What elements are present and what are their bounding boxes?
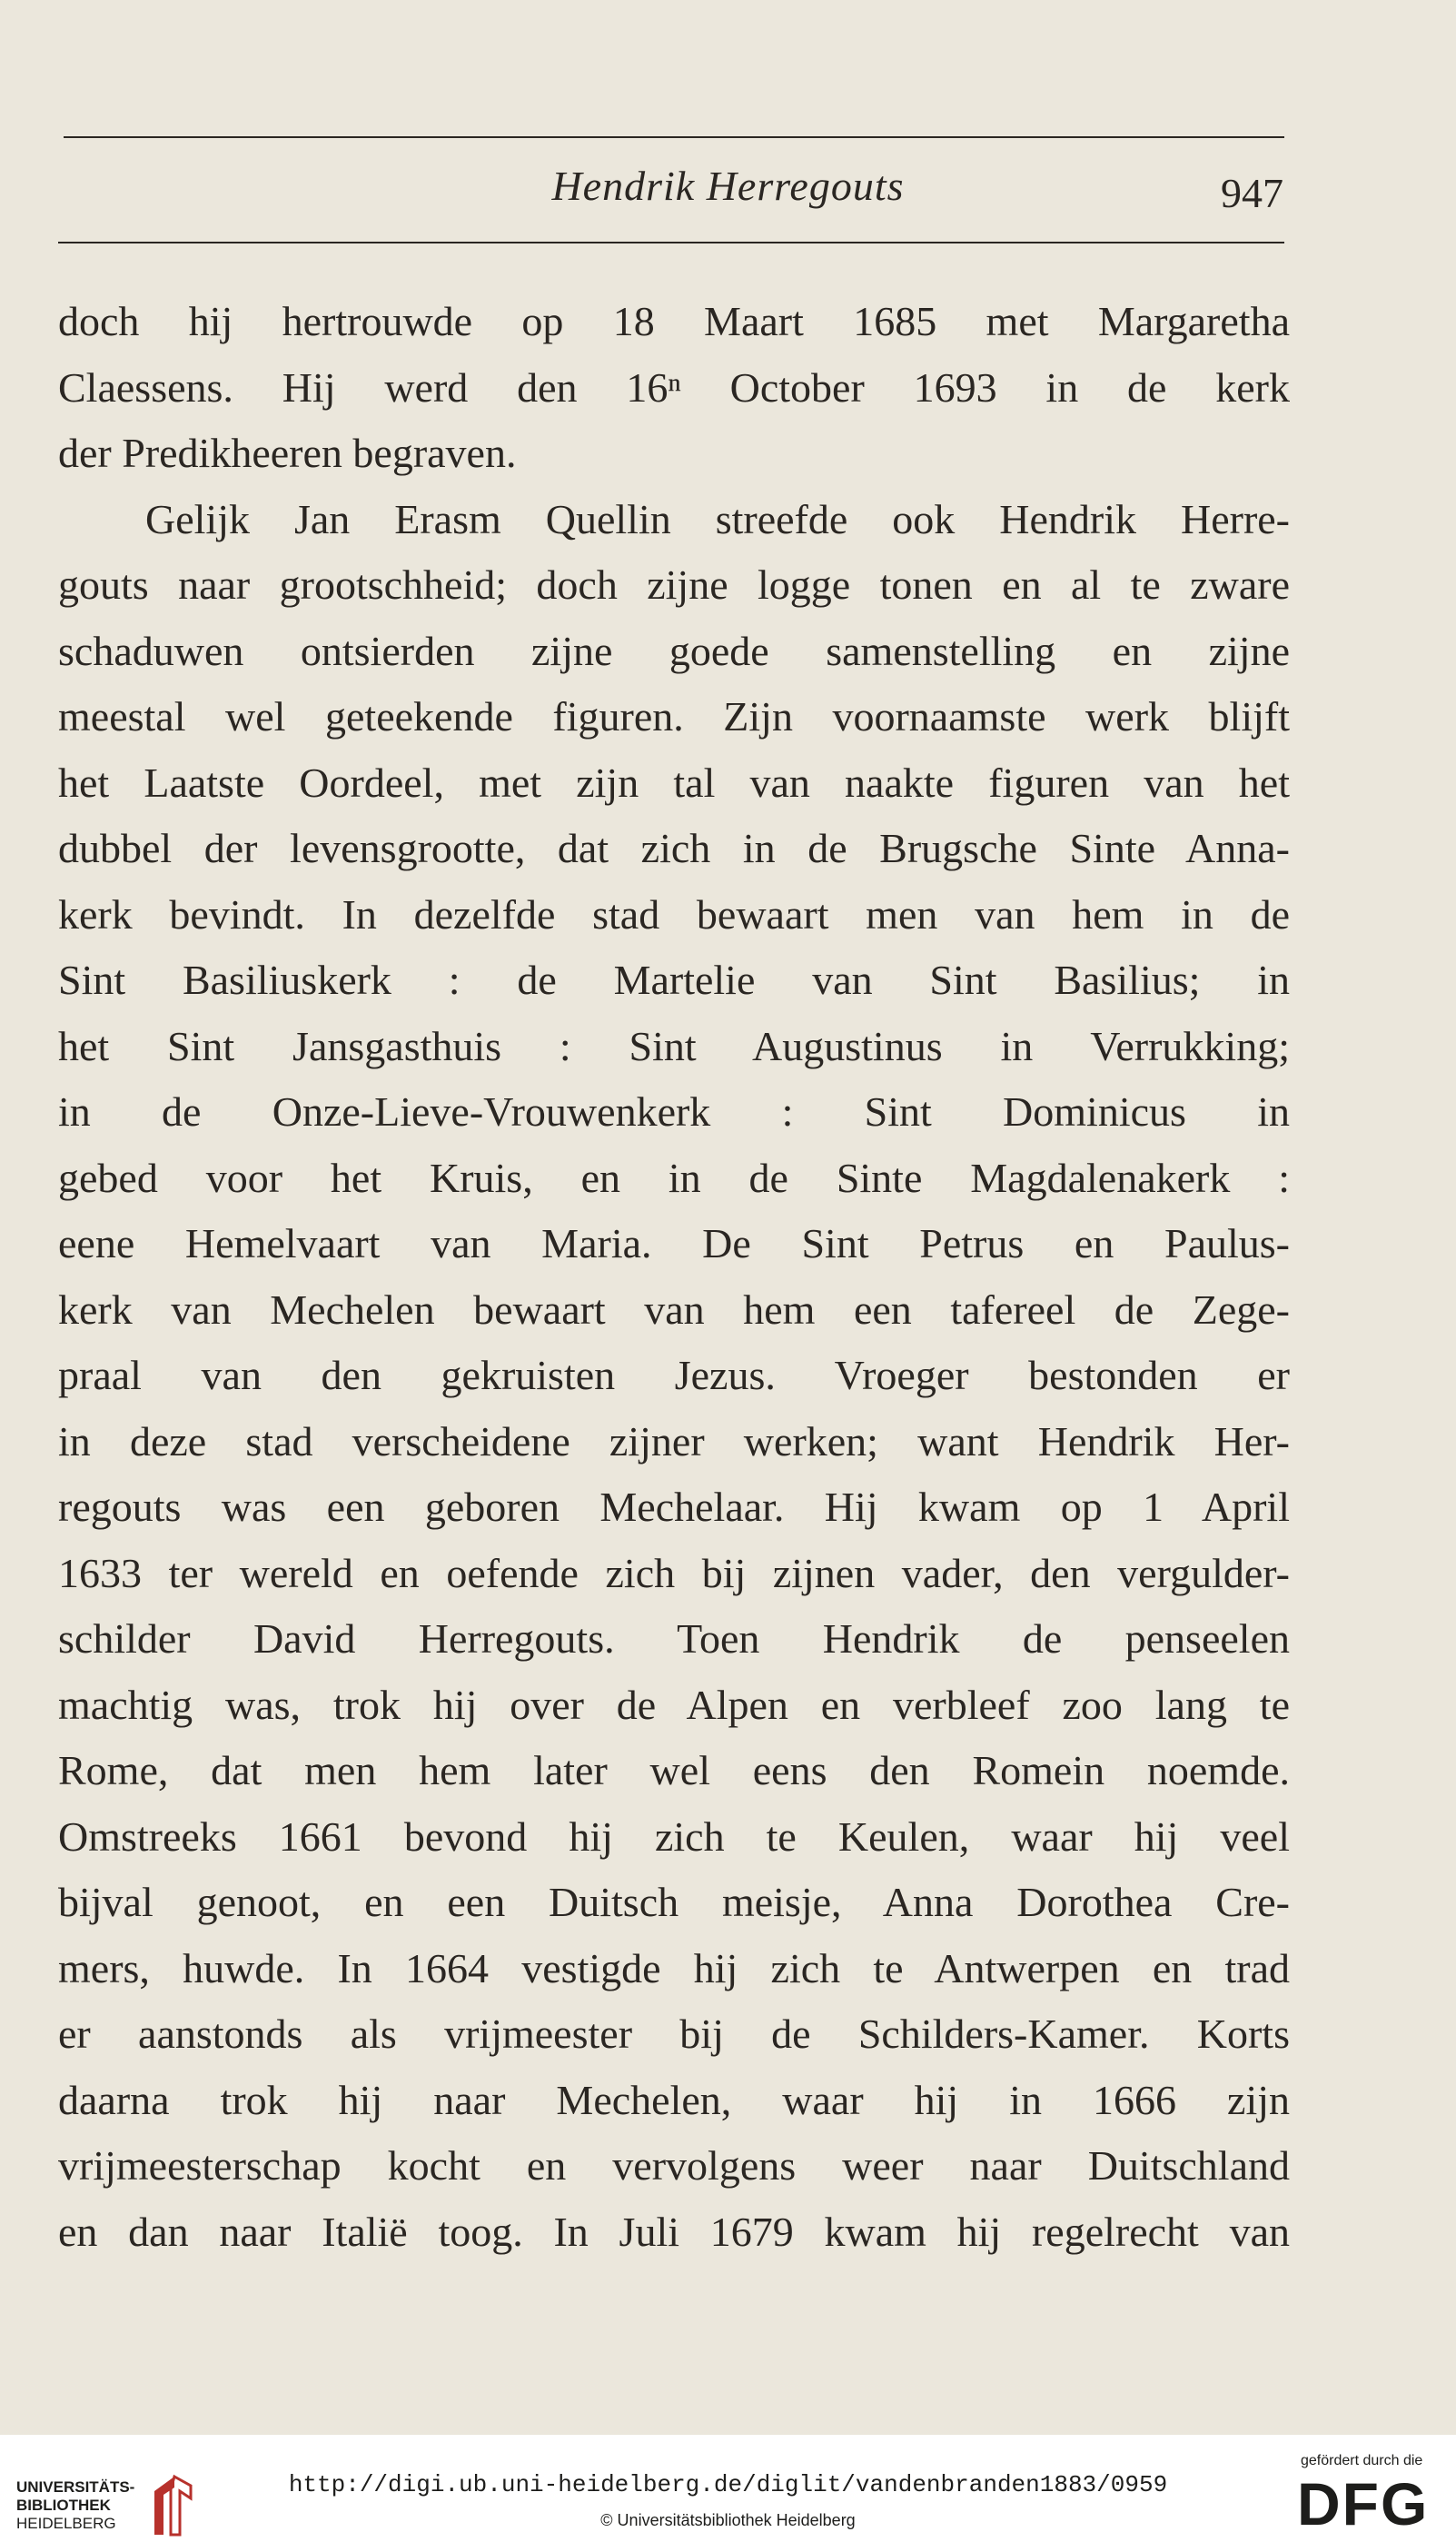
text-line: Gelijk Jan Erasm Quellin streefde ook Hendrik Herre- [145, 495, 1290, 542]
text-line: bijval genoot, en een Duitsch meisje, Anna Dorothea Cre- [58, 1879, 1290, 1925]
text-line: gouts naar grootschheid; doch zijne logge tonen en al te zware [58, 561, 1290, 608]
text-line: Claessens. Hij werd den 16ⁿ October 1693 in de kerk [58, 363, 1290, 411]
text-line: praal van den gekruisten Jezus. Vroeger bestonden er [58, 1352, 1290, 1398]
text-line: kerk van Mechelen bewaart van hem een tafereel de Zege- [58, 1286, 1290, 1333]
text-line: schilder David Herregouts. Toen Hendrik de penseelen [58, 1615, 1290, 1662]
text-line: het Laatste Oordeel, met zijn tal van naakte figuren van het [58, 759, 1290, 806]
body-text [58, 289, 1290, 2265]
source-link[interactable]: http://digi.ub.uni-heidelberg.de/diglit/vandenbranden1883/0959 [288, 2471, 1168, 2498]
text-line: in deze stad verscheidene zijner werken; want Hendrik Her- [58, 1417, 1290, 1465]
dfg-logo: DFG [1297, 2470, 1430, 2537]
text-line: en dan naar Italië toog. In Juli 1679 kwam hij regelrecht van [58, 2208, 1290, 2255]
library-name-line2: BIBLIOTHEK [16, 2497, 111, 2514]
text-line: het Sint Jansgasthuis : Sint Augustinus in Verrukking; [58, 1022, 1290, 1069]
text-line: eene Hemelvaart van Maria. De Sint Petrus en Paulus- [58, 1220, 1290, 1266]
text-line: machtig was, trok hij over de Alpen en verbleef zoo lang te [58, 1681, 1290, 1728]
text-line: gebed voor het Kruis, en in de Sinte Magdalenakerk : [58, 1154, 1290, 1201]
text-line: meestal wel geteekende figuren. Zijn voornaamste werk blijft [58, 693, 1290, 740]
header-rule-bottom [58, 242, 1284, 243]
text-line: Sint Basiliuskerk : de Martelie van Sint Basilius; in [58, 957, 1290, 1003]
text-line: daarna trok hij naar Mechelen, waar hij in 1666 zijn [58, 2076, 1290, 2123]
text-line: kerk bevindt. In dezelfde stad bewaart men van hem in de [58, 890, 1290, 938]
running-title: Hendrik Herregouts [551, 163, 905, 209]
library-name-line1: UNIVERSITÄTS- [16, 2478, 135, 2496]
funder-caption: gefördert durch die [1301, 2453, 1423, 2468]
text-line: Rome, dat men hem later wel eens den Romein noemde. [58, 1747, 1290, 1793]
text-line: Omstreeks 1661 bevond hij zich te Keulen, waar hij veel [58, 1812, 1290, 1860]
text-line: dubbel der levensgrootte, dat zich in de Brugsche Sinte Anna- [58, 825, 1290, 871]
text-line: vrijmeesterschap kocht en vervolgens weer naar Duitschland [58, 2142, 1290, 2189]
text-line: schaduwen ontsierden zijne goede samenstelling en zijne [58, 627, 1290, 674]
footer-bar [0, 2435, 1456, 2542]
text-line: doch hij hertrouwde op 18 Maart 1685 met Margaretha [58, 298, 1290, 344]
text-line: er aanstonds als vrijmeester bij de Schilders-Kamer. Korts [58, 2011, 1290, 2057]
text-line: regouts was een geboren Mechelaar. Hij kwam op 1 April [58, 1484, 1290, 1530]
page-number: 947 [1221, 170, 1283, 216]
copyright-notice: © Universitätsbibliothek Heidelberg [600, 2511, 856, 2529]
header-rule-top [64, 136, 1284, 138]
text-line: in de Onze-Lieve-Vrouwenkerk : Sint Dominicus in [58, 1088, 1290, 1135]
text-line: 1633 ter wereld en oefende zich bij zijnen vader, den vergulder- [58, 1549, 1290, 1596]
text-line: mers, huwde. In 1664 vestigde hij zich te Antwerpen en trad [58, 1944, 1290, 1991]
library-name-line3: HEIDELBERG [16, 2515, 116, 2532]
text-line: der Predikheeren begraven. [58, 430, 517, 476]
